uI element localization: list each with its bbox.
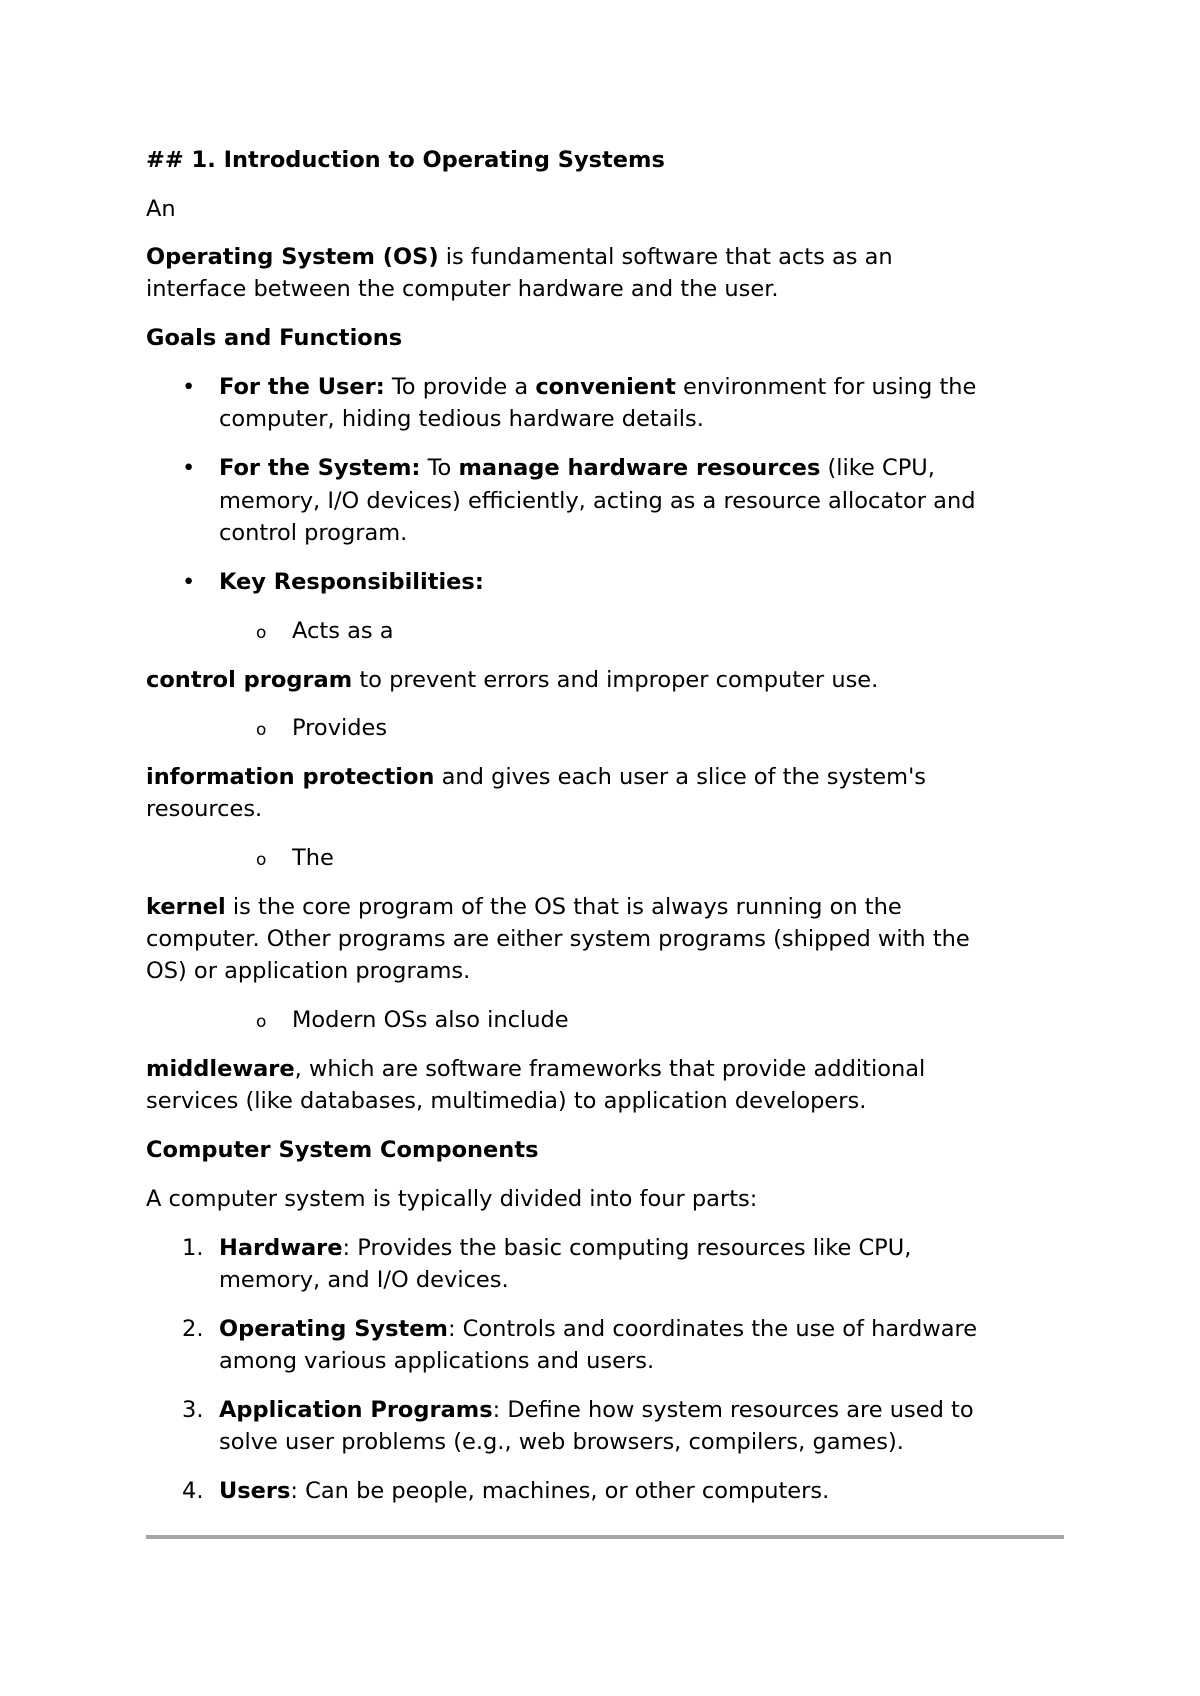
component-1-line-2: memory, and I/O devices. [219, 1267, 509, 1293]
key-item-4-body-1: middleware, which are software frameworks that provide additional [146, 1056, 926, 1082]
intro-line-1: Operating System (OS) is fundamental software that acts as an [146, 244, 893, 270]
list-number: 3. [182, 1397, 204, 1423]
key-item-3-lead: The [292, 845, 334, 871]
goal-system-line-2: memory, I/O devices) efficiently, acting as a resource allocator and [219, 488, 976, 514]
key-item-4-body-2: services (like databases, multimedia) to application developers. [146, 1088, 867, 1114]
intro-an: An [146, 196, 176, 222]
component-4-line-1: Users: Can be people, machines, or other computers. [219, 1478, 830, 1504]
circle-bullet-icon: o [256, 1012, 267, 1032]
key-item-3-body-3: OS) or application programs. [146, 958, 471, 984]
list-number: 4. [182, 1478, 204, 1504]
component-1-line-1: Hardware: Provides the basic computing resources like CPU, [219, 1235, 912, 1261]
key-item-1-body: control program to prevent errors and improper computer use. [146, 667, 879, 693]
circle-bullet-icon: o [256, 623, 267, 643]
bullet-icon: • [182, 569, 196, 595]
key-item-2-lead: Provides [292, 715, 388, 741]
goal-user-line-2: computer, hiding tedious hardware details. [219, 406, 704, 432]
key-item-3-body-1: kernel is the core program of the OS that is always running on the [146, 894, 902, 920]
components-intro: A computer system is typically divided into four parts: [146, 1186, 758, 1212]
bullet-icon: • [182, 374, 196, 400]
key-responsibilities-label: Key Responsibilities: [219, 569, 484, 595]
horizontal-rule [146, 1535, 1064, 1539]
section-heading: ## 1. Introduction to Operating Systems [146, 147, 665, 173]
list-number: 2. [182, 1316, 204, 1342]
components-title: Computer System Components [146, 1137, 539, 1163]
component-3-line-1: Application Programs: Define how system resources are used to [219, 1397, 974, 1423]
goals-title: Goals and Functions [146, 325, 403, 351]
component-3-line-2: solve user problems (e.g., web browsers, compilers, games). [219, 1429, 904, 1455]
bullet-icon: • [182, 455, 196, 481]
goal-system-line-3: control program. [219, 520, 408, 546]
component-2-line-2: among various applications and users. [219, 1348, 655, 1374]
list-number: 1. [182, 1235, 204, 1261]
key-item-3-body-2: computer. Other programs are either system programs (shipped with the [146, 926, 970, 952]
component-2-line-1: Operating System: Controls and coordinates the use of hardware [219, 1316, 978, 1342]
goal-system-line-1: For the System: To manage hardware resources (like CPU, [219, 455, 935, 481]
goal-user-line-1: For the User: To provide a convenient environment for using the [219, 374, 977, 400]
key-item-2-body-1: information protection and gives each user a slice of the system's [146, 764, 926, 790]
os-term: Operating System (OS) [146, 244, 439, 270]
document-page [146, 0, 1064, 1696]
circle-bullet-icon: o [256, 720, 267, 740]
key-item-4-lead: Modern OSs also include [292, 1007, 569, 1033]
circle-bullet-icon: o [256, 850, 267, 870]
intro-line-2: interface between the computer hardware and the user. [146, 276, 779, 302]
key-item-2-body-2: resources. [146, 796, 263, 822]
key-item-1-lead: Acts as a [292, 618, 394, 644]
